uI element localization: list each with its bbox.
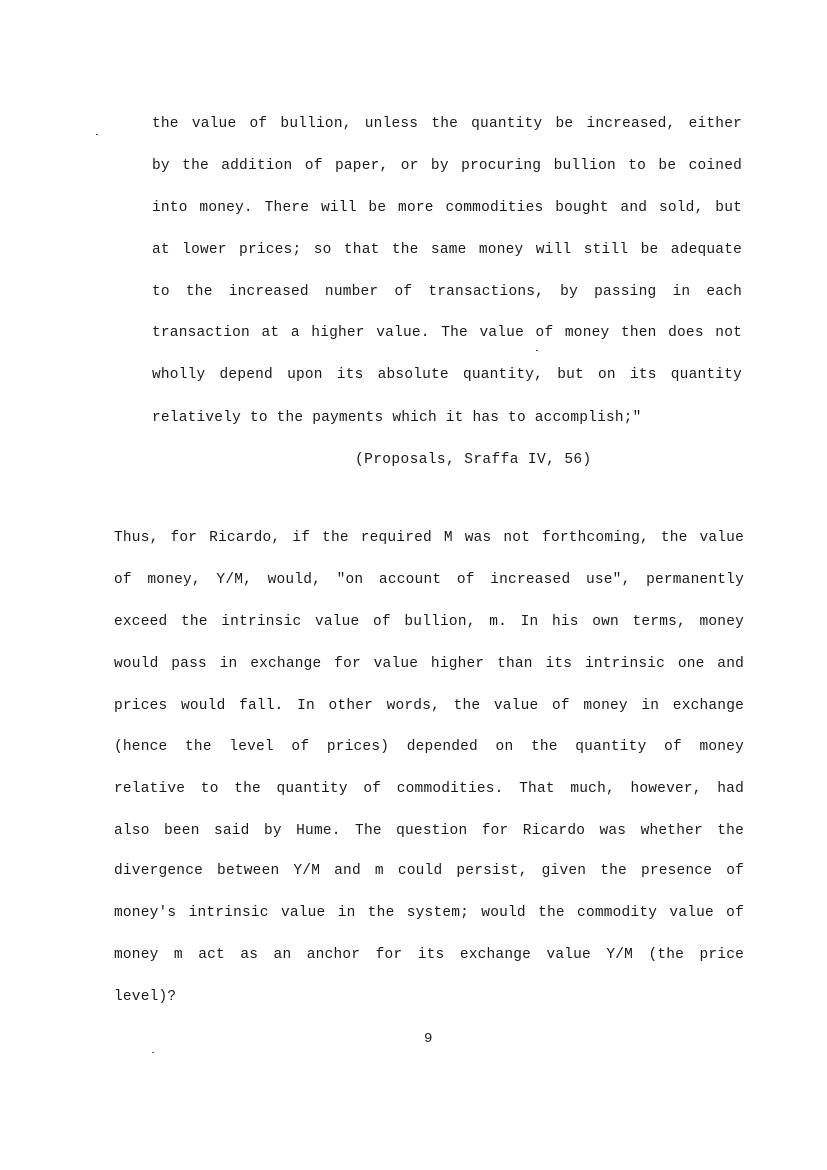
- body-line: Thus, for Ricardo, if the required M was not forthcoming, the value: [114, 530, 744, 546]
- quote-line: wholly depend upon its absolute quantity, but on its quantity: [152, 367, 742, 383]
- quote-line: transaction at a higher value. The value of money then does not: [152, 325, 742, 341]
- body-line: money's intrinsic value in the system; would the commodity value of: [114, 905, 744, 921]
- body-line: prices would fall. In other words, the value of money in exchange: [114, 698, 744, 714]
- page-number: 9: [424, 1031, 433, 1047]
- quote-line: the value of bullion, unless the quantity be increased, either: [152, 116, 742, 132]
- body-line: (hence the level of prices) depended on the quantity of money: [114, 739, 744, 755]
- quote-line: to the increased number of transactions, by passing in each: [152, 284, 742, 300]
- scan-speck: [152, 1052, 154, 1053]
- body-line: relative to the quantity of commodities. That much, however, had: [114, 781, 744, 797]
- quote-line: into money. There will be more commodities bought and sold, but: [152, 200, 742, 216]
- quote-line: by the addition of paper, or by procuring bullion to be coined: [152, 158, 742, 174]
- body-line: divergence between Y/M and m could persist, given the presence of: [114, 863, 744, 879]
- body-line: level)?: [114, 989, 177, 1005]
- body-line: of money, Y/M, would, "on account of increased use", permanently: [114, 572, 744, 588]
- quote-citation: (Proposals, Sraffa IV, 56): [355, 452, 592, 468]
- scan-speck: [536, 350, 538, 351]
- quote-line: relatively to the payments which it has to accomplish;": [152, 410, 642, 426]
- body-line: money m act as an anchor for its exchange value Y/M (the price: [114, 947, 744, 963]
- body-line: would pass in exchange for value higher than its intrinsic one and: [114, 656, 744, 672]
- body-line: exceed the intrinsic value of bullion, m. In his own terms, money: [114, 614, 744, 630]
- scan-speck: [96, 134, 98, 135]
- quote-line: at lower prices; so that the same money will still be adequate: [152, 242, 742, 258]
- body-line: also been said by Hume. The question for Ricardo was whether the: [114, 823, 744, 839]
